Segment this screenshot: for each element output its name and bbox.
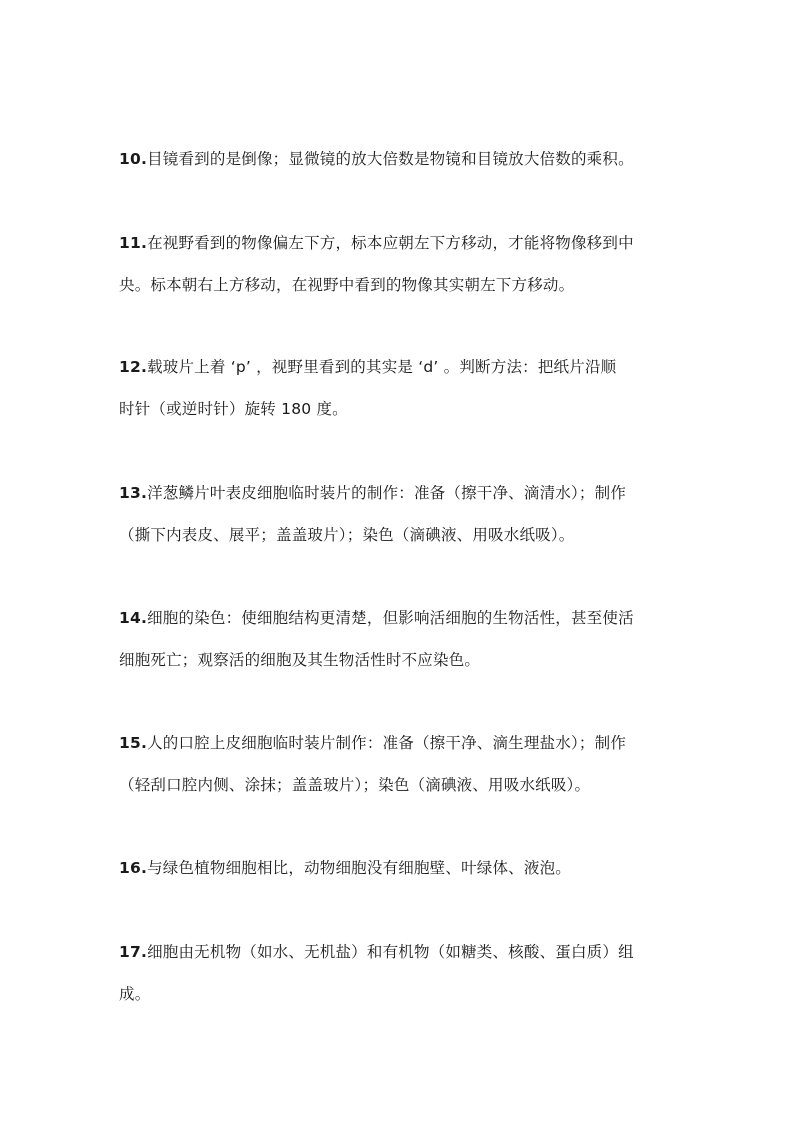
item-text: 人的口腔上皮细胞临时装片制作：准备（擦干净、滴生理盐水）；制作	[147, 734, 627, 752]
list-item	[119, 847, 679, 889]
item-line	[119, 597, 679, 639]
item-number: 12.	[119, 358, 148, 376]
list-item	[119, 346, 679, 430]
item-text: 与绿色植物细胞相比，动物细胞没有细胞壁、叶绿体、液泡。	[147, 859, 571, 877]
item-line	[119, 138, 679, 180]
list-item	[119, 722, 679, 806]
item-line	[119, 222, 679, 264]
item-text: 细胞由无机物（如水、无机盐）和有机物（如糖类、核酸、蛋白质）组	[147, 943, 634, 961]
item-number: 14.	[119, 609, 148, 627]
item-number: 11.	[119, 234, 148, 252]
item-line: 时针（或逆时针）旋转 180 度。	[119, 400, 348, 418]
item-line: 央。标本朝右上方移动，在视野中看到的物像其实朝左下方移动。	[119, 276, 575, 294]
list-item	[119, 931, 679, 1015]
item-number: 17.	[119, 943, 148, 961]
item-line	[119, 847, 679, 889]
item-line	[119, 931, 679, 973]
item-text: 细胞的染色：使细胞结构更清楚，但影响活细胞的生物活性，甚至使活	[147, 609, 634, 627]
item-number: 16.	[119, 859, 148, 877]
item-text: 载玻片上着 ‘p’ ，视野里看到的其实是 ‘d’ 。判断方法：把纸片沿顺	[147, 358, 617, 376]
list-item	[119, 597, 679, 681]
item-line	[119, 472, 679, 514]
list-item	[119, 222, 679, 306]
item-line: （轻刮口腔内侧、涂抹；盖盖玻片）；染色（滴碘液、用吸水纸吸）。	[119, 776, 591, 794]
item-text: 洋葱鳞片叶表皮细胞临时装片的制作：准备（擦干净、滴清水）；制作	[147, 484, 627, 502]
item-number: 15.	[119, 734, 148, 752]
item-text: 在视野看到的物像偏左下方，标本应朝左下方移动，才能将物像移到中	[147, 234, 634, 252]
list-item	[119, 472, 679, 556]
item-line: 成。	[119, 985, 151, 1003]
item-number: 10.	[119, 150, 148, 168]
item-line	[119, 346, 679, 388]
item-line: 细胞死亡；观察活的细胞及其生物活性时不应染色。	[119, 651, 481, 669]
item-text: 目镜看到的是倒像；显微镜的放大倍数是物镜和目镜放大倍数的乘积。	[147, 150, 634, 168]
item-line: （撕下内表皮、展平；盖盖玻片）；染色（滴碘液、用吸水纸吸）。	[119, 526, 575, 544]
item-number: 13.	[119, 484, 148, 502]
item-line	[119, 722, 679, 764]
list-item	[119, 138, 679, 180]
